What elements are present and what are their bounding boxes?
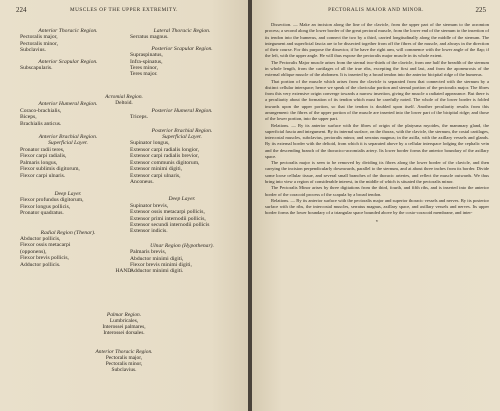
acromial-region	[0, 94, 248, 106]
spacer	[126, 185, 238, 196]
muscle-name: Extensor communis digitorum,	[130, 159, 200, 166]
muscle-name: Flexor sublimis digitorum,	[20, 166, 80, 173]
region-heading: Radial Region (Thenar).	[40, 229, 96, 236]
muscle-name: Flexor carpi ulnaris.	[20, 172, 66, 179]
muscle-name: Extensor indicis.	[130, 228, 168, 235]
region-heading: Anterior Brachial Region.	[38, 134, 98, 141]
region-heading: Deep Layer.	[54, 190, 82, 197]
paragraph: Dissection. — Make an incision along the line of the clavicle, from the upper part of the sternum to the acromion process; a second along the lower border of the great pectoral muscle, from the lower end of the sternum to the insertion of its tendon into the humerus, and connect the two by a third, carried longitudinally along the middle of the sternum. The integument and superficial fascia are to be dissected together from off the fibres of the muscle, and always in the direction of their course. For this purpose the dissector, if he have the right arm, will commence with the lower angle of the flap; if the left, with the upper angle. He will thus expose the pectoralis major muscle in its whole extent.	[265, 22, 489, 59]
anterior-thoracic-repeat	[0, 349, 248, 373]
region-heading: Anterior Thoracic Region.	[38, 28, 98, 34]
right-running-title: PECTORALIS MAJOR AND MINOR.	[328, 7, 424, 13]
muscle-name: Supinator longus,	[130, 140, 170, 147]
muscle-name: Subclavius.	[20, 47, 46, 54]
muscle-name: Extensor secundi internodii pollicis	[130, 221, 210, 228]
right-running-head	[252, 6, 500, 16]
muscle-name: Adductor minimi digiti.	[130, 268, 184, 275]
paragraph: Relations. — By its anterior surface with the pectoralis major and superior thoracic vessels and nerves. By its posterior surface with the ribs, the intercostal muscles, serratus magnus, axillary space, and axillary vessels and nerves. Its upper border forms the lower boundary of a triangular space bounded above by the costo-coracoid membrane, and inter-	[265, 197, 489, 216]
left-page-number: 224	[16, 6, 27, 14]
left-running-head	[0, 6, 248, 16]
muscle-name: Teres major.	[130, 71, 158, 78]
paragraph: The pectoralis major is seen to be removed by dividing its fibres along the lower border of the clavicle, and then carrying the incision perpendicularly downwards, parallel to the sternum, and at about three inches from its border. Divide some loose cellular tissue, and several small branches of the thoracic arteries, and reflect the muscle outwards. We thus bring into view a region of considerable interest, in the middle of which is situated the pectoralis minor.	[265, 160, 489, 185]
muscle-name: Flexor profundus digitorum,	[20, 197, 84, 204]
muscle-name: Extensor carpi ulnaris,	[130, 172, 181, 179]
muscle-name: Coraco-brachialis,	[20, 107, 62, 114]
muscle-name: Interossei dorsales.	[103, 330, 145, 336]
muscle-name: Teres minor,	[130, 65, 158, 72]
muscle-name: Supraspinatus,	[130, 52, 163, 59]
left-column-1	[16, 28, 120, 268]
spacer	[126, 121, 238, 128]
region-heading: Anterior Thoracic Region.	[95, 349, 153, 355]
region-heading: Posterior Scapular Region.	[151, 45, 213, 52]
spacer	[126, 235, 238, 243]
muscle-name: Pectoralis minor,	[105, 361, 143, 367]
muscle-name: Biceps,	[20, 114, 37, 121]
region-heading: Ulnar Region (Hypothenar).	[150, 242, 214, 249]
spacer	[16, 217, 120, 230]
muscle-name: Adductor pollicis.	[20, 261, 61, 268]
layer-heading: Superficial Layer.	[48, 140, 88, 147]
layer-heading: Superficial Layer.	[162, 134, 202, 141]
signature-mark: v	[375, 217, 379, 223]
muscle-name: Extensor primi internodii pollicis,	[130, 215, 206, 222]
left-page	[0, 0, 248, 411]
muscle-name: Infra-spinatus,	[130, 58, 163, 65]
muscle-name: Supinator brevis,	[130, 202, 169, 209]
muscle-name: Abductor pollicis,	[20, 235, 61, 242]
muscle-name: Extensor carpi radialis brevior,	[130, 153, 200, 160]
muscle-name: Extensor carpi radialis longior,	[130, 146, 200, 153]
spacer	[16, 127, 120, 134]
region-heading: Palmar Region.	[106, 312, 142, 318]
right-page	[252, 0, 500, 411]
left-column-2	[126, 28, 238, 275]
spacer	[16, 179, 120, 191]
muscle-name: Flexor brevis pollicis,	[20, 255, 69, 262]
paragraph: That portion of the muscle which arises from the clavicle is separated from that connected with the sternum by a distinct cellular interspace; hence we speak of the clavicular portion and sternal portion of the pectoralis major. The fibres from this very extensive origin converge towards a narrow insertion, giving the muscle a radiated appearance. But there is a peculiarity about the formation of its tendon which must be carefully noted. The whole of the lower border is folded inwards upon the upper portion, so that the tendon is doubled upon itself. Another peculiarity results from this arrangement: the fibres of the upper portion of the muscle are inserted into the lower part of the bicipital ridge; and those of the lower portion, into the upper part.	[265, 78, 489, 122]
muscle-name: Palmaris longus,	[20, 159, 58, 166]
muscle-name: Subclavius.	[111, 367, 137, 373]
hand-heading: HAND.	[115, 268, 133, 274]
muscle-name: Pectoralis major,	[20, 34, 58, 41]
region-heading: Deep Layer.	[168, 196, 196, 203]
paragraph: The Pectoralis Minor arises by three digitations from the third, fourth, and fifth ribs, and is inserted into the anterior border of the coracoid process of the scapula by a broad tendon.	[265, 185, 489, 197]
muscle-name: Anconeus.	[130, 178, 154, 185]
right-body-text	[265, 22, 489, 224]
muscle-name: Flexor brevis minimi digiti,	[130, 261, 192, 268]
right-page-number: 225	[475, 6, 486, 14]
muscle-name: Triceps.	[130, 114, 148, 121]
muscle-name: Abductor minimi digiti,	[130, 255, 184, 262]
hand-label	[0, 268, 248, 274]
paragraph: The Pectoralis Major muscle arises from the sternal two-thirds of the clavicle, from one half the breadth of the sternum in whole length, from the cartilages of all the true ribs, excepting the first and last, and from the aponeurosis of the external oblique muscle of the abdomen. It is inserted by a broad tendon into the anterior bicipital ridge of the humerus.	[265, 59, 489, 78]
muscle-name: Brachialis anticus.	[20, 120, 62, 127]
muscle-name: Deltoid.	[115, 100, 133, 106]
muscle-name: Interossei palmares,	[102, 324, 146, 330]
muscle-name: Pronator radii teres,	[20, 146, 65, 153]
muscle-name: Pectoralis minor,	[20, 40, 58, 47]
region-heading: Anterior Humeral Region.	[38, 101, 98, 108]
paragraph: Relations. — By its anterior surface with the fibres of origin of the platysma myoides, the mammary gland, the superficial fascia and integument. By its internal surface, on the thorax, with the clavicle, the sternum, the costal cartilages, intercostal muscles, subclavius, pectoralis minor, and serratus magnus; in the axilla, with the axillary vessels and glands. By its external border with the deltoid, from which it is separated above by a cellular interspace lodging the cephalic vein and the descending branch of the thoracico-acromialis artery. Its lower border forms the anterior boundary of the axillary space.	[265, 122, 489, 159]
muscle-name: Subscapularis.	[20, 65, 53, 72]
muscle-name: Pectoralis major,	[105, 355, 143, 361]
region-heading: Lateral Thoracic Region.	[153, 28, 211, 34]
muscle-name: (opponens),	[20, 248, 47, 255]
region-heading: Acromial Region.	[105, 94, 143, 100]
muscle-name: Flexor longus pollicis,	[20, 203, 71, 210]
muscle-name: Extensor minimi digiti,	[130, 166, 183, 173]
region-heading: Posterior Humeral Region.	[151, 107, 213, 114]
palmar-region	[0, 312, 248, 336]
left-running-title: MUSCLES OF THE UPPER EXTREMITY.	[70, 7, 178, 13]
muscle-name: Lumbricales,	[109, 318, 139, 324]
muscle-name: Flexor ossis metacarpi	[20, 242, 71, 249]
muscle-name: Serratus magnus.	[130, 34, 169, 41]
muscle-name: Palmaris brevis,	[130, 249, 167, 256]
region-heading: Anterior Scapular Region.	[38, 58, 98, 65]
region-heading: Posterior Brachial Region.	[151, 127, 213, 134]
muscle-name: Flexor carpi radialis,	[20, 153, 67, 160]
muscle-name: Pronator quadratus.	[20, 210, 64, 217]
muscle-name: Extensor ossis metacarpi pollicis,	[130, 209, 205, 216]
